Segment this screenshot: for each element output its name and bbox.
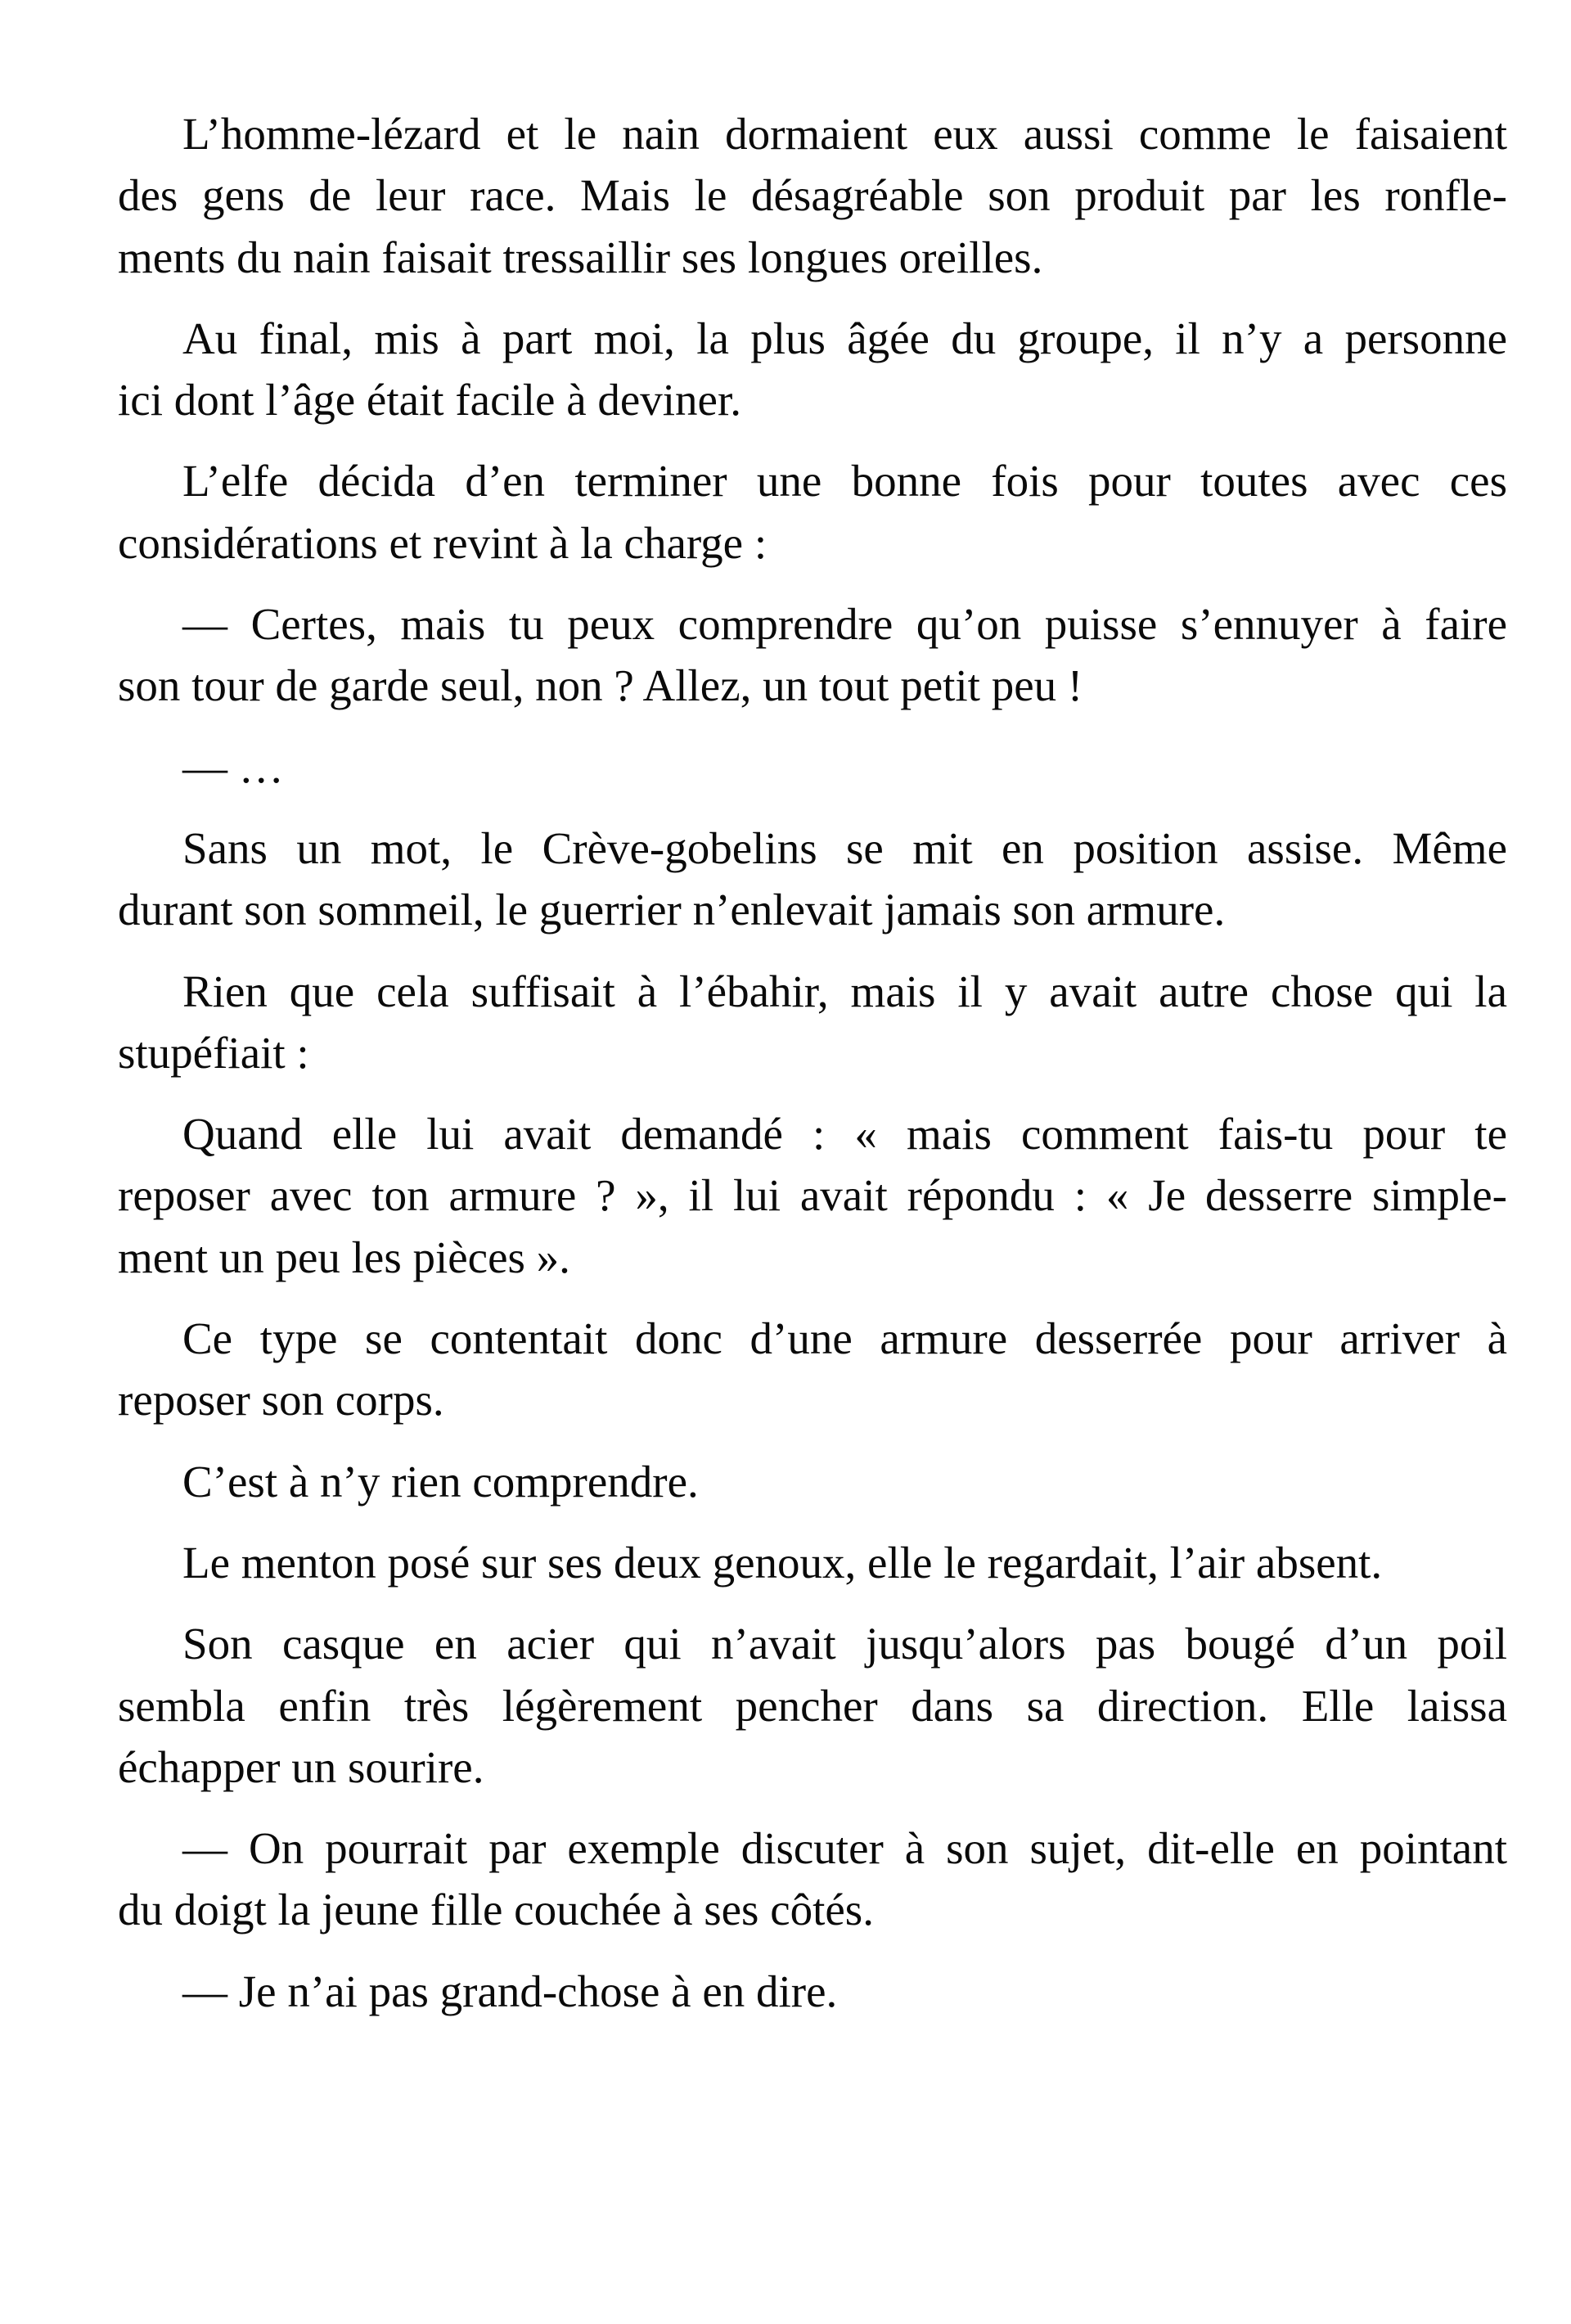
text-line: Rien que cela suffisait à l’ébahir, mais il y avait autre chose qui la [182,966,1507,1016]
paragraph [118,1613,1507,1798]
text-line: C’est à n’y rien comprendre. [182,1456,699,1507]
paragraph [118,961,1507,1084]
text-line: — On pourrait par exemple discuter à son sujet, dit-elle en pointant [182,1823,1507,1874]
dialogue-paragraph [118,593,1507,717]
book-page [118,103,1507,2042]
text-line: reposer son corps. [118,1375,444,1425]
text-line: durant son sommeil, le guerrier n’enlevait jamais son armure. [118,885,1226,935]
dialogue-paragraph [118,1961,1507,2022]
text-line: Le menton posé sur ses deux genoux, elle le regardait, l’air absent. [182,1537,1383,1588]
paragraph [118,1532,1507,1593]
paragraph [118,817,1507,941]
text-line: — Certes, mais tu peux comprendre qu’on puisse s’ennuyer à faire [182,599,1507,650]
text-line: — … [182,741,284,792]
paragraph [118,1451,1507,1512]
text-line: reposer avec ton armure ? », il lui avait répondu : « Je desserre simple- [118,1170,1507,1221]
paragraph [118,450,1507,574]
text-line: des gens de leur race. Mais le désagréable son produit par les ronfle- [118,170,1507,221]
text-line: Au final, mis à part moi, la plus âgée du groupe, il n’y a personne [182,313,1507,363]
paragraph [118,103,1507,288]
text-line: échapper un sourire. [118,1741,484,1792]
dialogue-paragraph [118,1817,1507,1941]
paragraph [118,1103,1507,1288]
paragraph [118,308,1507,431]
text-line: — Je n’ai pas grand-chose à en dire. [182,1966,838,2016]
text-line: ment un peu les pièces ». [118,1232,570,1282]
text-line: stupéfiait : [118,1027,309,1078]
dialogue-paragraph [118,736,1507,798]
text-line: L’elfe décida d’en terminer une bonne fois pour toutes avec ces [182,456,1507,507]
text-line: Quand elle lui avait demandé : « mais comment fais-tu pour te [182,1109,1507,1160]
text-line: considérations et revint à la charge : [118,517,767,568]
text-line: ici dont l’âge était facile à deviner. [118,375,741,426]
text-line: Ce type se contentait donc d’une armure desserrée pour arriver à [182,1313,1507,1364]
text-line: L’homme-lézard et le nain dormaient eux aussi comme le faisaient [182,109,1507,159]
text-line: sembla enfin très légèrement pencher dans sa direction. Elle laissa [118,1680,1507,1731]
text-line: ments du nain faisait tressaillir ses longues oreilles. [118,232,1043,282]
text-line: Son casque en acier qui n’avait jusqu’alors pas bougé d’un poil [182,1619,1507,1669]
paragraph [118,1308,1507,1431]
text-line: son tour de garde seul, non ? Allez, un tout petit peu ! [118,660,1083,711]
text-line: du doigt la jeune fille couchée à ses côtés. [118,1885,874,1935]
text-line: Sans un mot, le Crève-gobelins se mit en position assise. Même [182,822,1507,873]
